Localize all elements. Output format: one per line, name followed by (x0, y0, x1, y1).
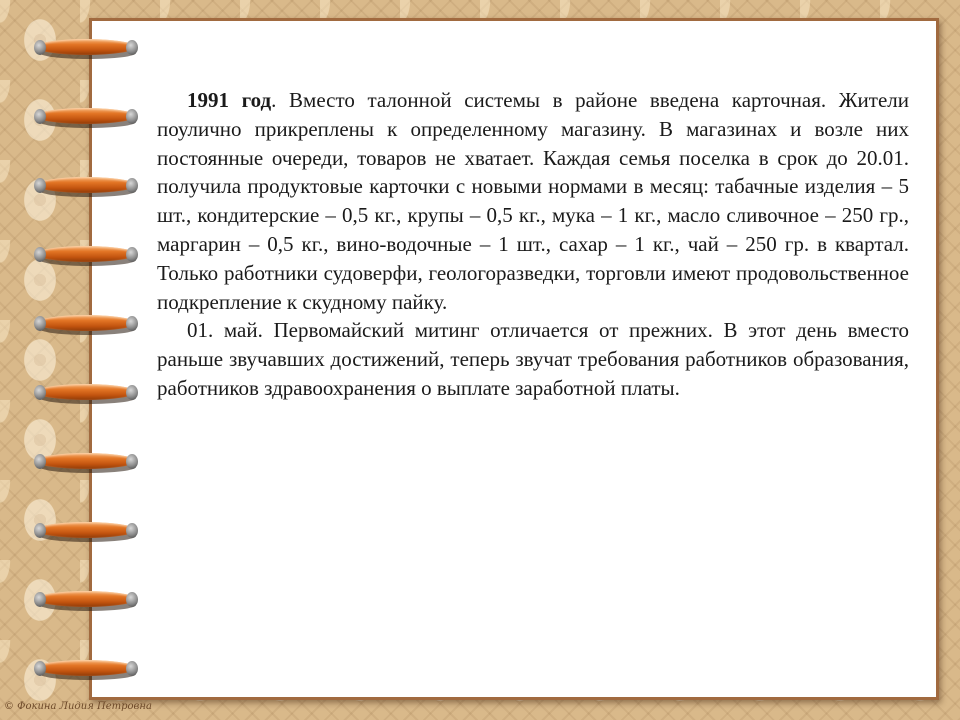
binder-ring-icon (36, 382, 138, 404)
binder-ring-icon (36, 589, 138, 611)
slide-text (157, 86, 909, 403)
year-heading: 1991 год (187, 88, 272, 112)
binder-ring-icon (36, 520, 138, 542)
paragraph-1991 (157, 86, 909, 316)
paragraph-1991-text: . Вместо талонной системы в районе введена карточная. Жители поулично прикреплены к определенному магазину. В магазинах и возле них постоянные очереди, товаров не хватает. Каждая семья поселка в срок до 20.01. получила продуктовые карточки с новыми нормами в месяц: табачные изделия – 5 шт., кондитерские – 0,5 кг., крупы – 0,5 кг., мука – 1 кг., масло сливочное – 250 гр., маргарин – 0,5 кг., вино-водочные – 1 шт., сахар – 1 кг., чай – 250 гр. в квартал. Только работники судоверфи, геологоразведки, торговли имеют продовольственное подкрепление к скудному пайку. (157, 88, 910, 314)
binder-ring-icon (36, 244, 138, 266)
author-credit: © Фокина Лидия Петровна (4, 701, 152, 712)
binder-ring-icon (36, 37, 138, 59)
paragraph-may: 01. май. Первомайский митинг отличается от прежних. В этот день вместо раньше звучавших достижений, теперь звучат требования работников образования, работников здравоохранения о выплате заработной платы. (157, 318, 909, 400)
binder-ring-icon (36, 175, 138, 197)
binder-ring-icon (36, 313, 138, 335)
binder-ring-icon (36, 658, 138, 680)
binder-ring-icon (36, 106, 138, 128)
binder-ring-icon (36, 451, 138, 473)
